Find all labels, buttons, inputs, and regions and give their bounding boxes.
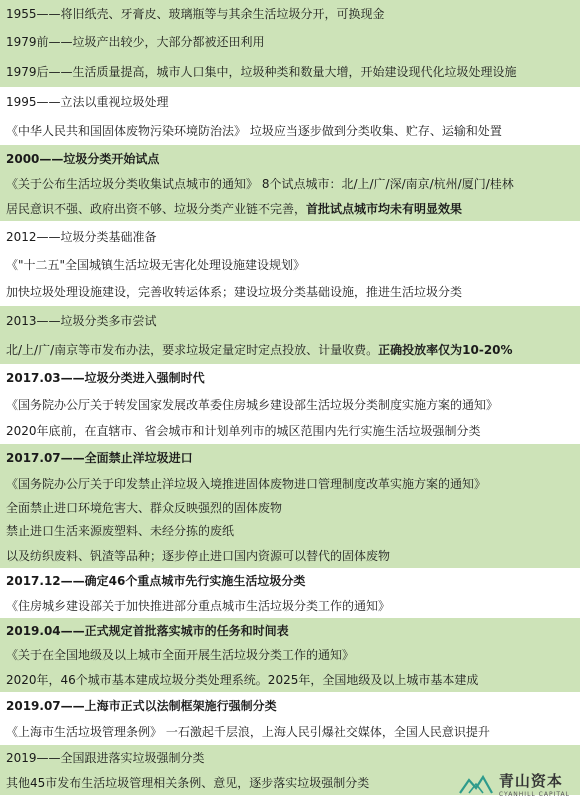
timeline-row: 《国务院办公厅关于印发禁止洋垃圾入境推进固体废物进口管理制度改革实施方案的通知》 (0, 470, 580, 496)
timeline-row: 2020年底前，在直辖市、省会城市和计划单列市的城区范围内先行实施生活垃圾强制分类 (0, 417, 580, 444)
timeline-row: 2013——垃圾分类多市尝试 (0, 306, 580, 334)
timeline-heading: 2019.07——上海市正式以法制框架施行强制分类 (0, 692, 580, 718)
timeline-row: 1979前——垃圾产出较少，大部分都被还田利用 (0, 26, 580, 56)
timeline-row: 以及纺织废料、钒渣等品种；逐步停止进口国内资源可以替代的固体废物 (0, 542, 580, 568)
row-text: 北/上/广/南京等市发布办法，要求垃圾定量定时定点投放、计量收费。 (6, 342, 379, 357)
timeline-row: 《住房城乡建设部关于加快推进部分重点城市生活垃圾分类工作的通知》 (0, 593, 580, 618)
timeline-row (0, 195, 580, 221)
timeline-heading: 2019.04——正式规定首批落实城市的任务和时间表 (0, 618, 580, 642)
timeline-row: 1995——立法以重视垃圾处理 (0, 87, 580, 116)
timeline-row: 禁止进口生活来源废塑料、未经分拣的废纸 (0, 519, 580, 542)
logo-name: 青山资本 (498, 772, 563, 790)
timeline-heading: 2000——垃圾分类开始试点 (0, 145, 580, 171)
row-highlight: 首批试点城市均未有明显效果 (306, 201, 463, 216)
timeline-row: 《关于在全国地级及以上城市全面开展生活垃圾分类工作的通知》 (0, 642, 580, 667)
timeline-row: 加快垃圾处理设施建设，完善收转运体系；建设垃圾分类基础设施，推进生活垃圾分类 (0, 277, 580, 306)
logo-text-block (499, 770, 570, 798)
timeline-row: 1955——将旧纸壳、牙膏皮、玻璃瓶等与其余生活垃圾分开，可换现金 (0, 0, 580, 26)
timeline-row: 《国务院办公厅关于转发国家发展改革委住房城乡建设部生活垃圾分类制度实施方案的通知》 (0, 391, 580, 417)
timeline-row: 《上海市生活垃圾管理条例》 一石激起千层浪，上海人民引爆社交媒体，全国人民意识提升 (0, 718, 580, 745)
timeline-row: 其他45市发布生活垃圾管理相关条例、意见，逐步落实垃圾强制分类 (0, 770, 580, 795)
timeline-row: 《中华人民共和国固体废物污染环境防治法》 垃圾应当逐步做到分类收集、贮存、运输和处置 (0, 116, 580, 145)
cyanhill-logo (459, 770, 570, 798)
timeline-row: 1979后——生活质量提高，城市人口集中，垃圾种类和数量大增，开始建设现代化垃圾处理设施 (0, 56, 580, 87)
timeline-row: 全面禁止进口环境危害大、群众反映强烈的固体废物 (0, 496, 580, 519)
timeline-heading: 2017.12——确定46个重点城市先行实施生活垃圾分类 (0, 568, 580, 593)
logo-subtitle: CYANHILL CAPITAL (498, 791, 570, 798)
timeline-row: 《关于公布生活垃圾分类收集试点城市的通知》 8个试点城市：北/上/广/深/南京/杭州/厦门/桂林 (0, 171, 580, 195)
timeline-row: 《"十二五"全国城镇生活垃圾无害化处理设施建设规划》 (0, 251, 580, 277)
timeline-row (0, 334, 580, 364)
mountain-logo-icon (459, 774, 493, 794)
row-text: 居民意识不强、政府出资不够、垃圾分类产业链不完善， (6, 201, 307, 216)
timeline-row: 2012——垃圾分类基础准备 (0, 221, 580, 251)
timeline-heading: 2017.07——全面禁止洋垃圾进口 (0, 444, 580, 470)
timeline-row: 2020年，46个城市基本建成垃圾分类处理系统。2025年，全国地级及以上城市基本建成 (0, 667, 580, 692)
timeline-heading: 2017.03——垃圾分类进入强制时代 (0, 364, 580, 391)
row-highlight: 正确投放率仅为10-20% (378, 342, 513, 357)
timeline-row: 2019——全国跟进落实垃圾强制分类 (0, 745, 580, 770)
